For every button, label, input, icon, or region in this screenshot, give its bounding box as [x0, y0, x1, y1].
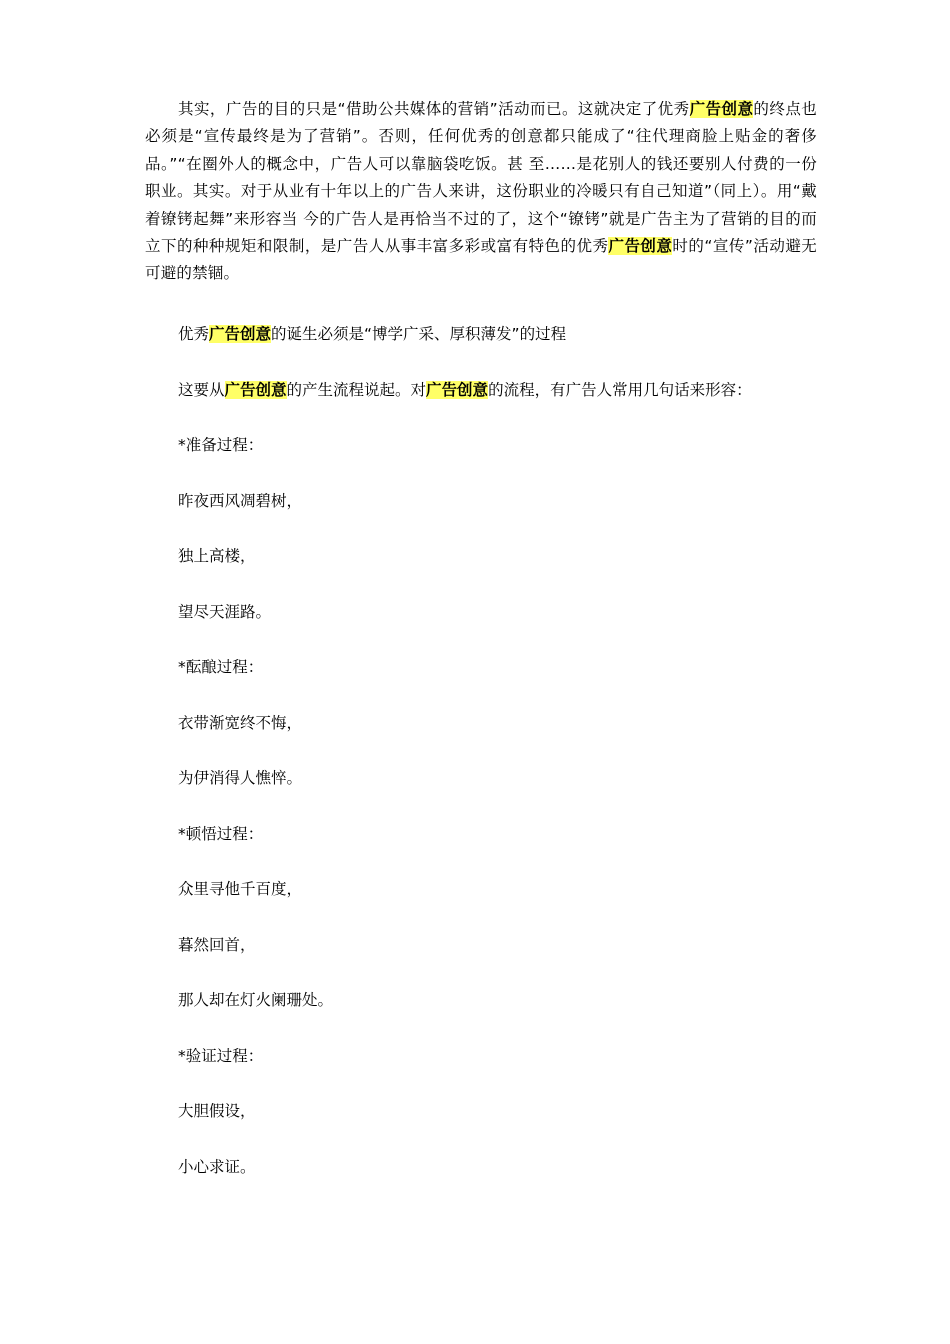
stage-label-prepare: *准备过程：	[178, 436, 264, 454]
verse-line: 那人却在灯火阑珊处。	[178, 991, 334, 1009]
verse-line: 昨夜西风凋碧树，	[178, 492, 303, 510]
verse-line: 大胆假设，	[178, 1102, 256, 1120]
highlighted-keyword: 广告创意	[426, 381, 489, 399]
section-heading-line	[178, 324, 566, 344]
highlighted-keyword: 广告创意	[209, 325, 272, 343]
verse-line: 暮然回首，	[178, 936, 256, 954]
heading-text: 的诞生必须是“博学广采、厚积薄发”的过程	[271, 325, 567, 343]
stage-label-verify: *验证过程：	[178, 1047, 264, 1065]
paragraph-text: 其实，广告的目的只是“借助公共媒体的营销”活动而已。这就决定了优秀	[178, 100, 690, 118]
highlighted-keyword: 广告创意	[608, 237, 673, 256]
intro-text: 的流程，有广告人常用几句话来形容：	[488, 381, 752, 399]
stage-label-insight: *顿悟过程：	[178, 825, 264, 843]
intro-text: 的产生流程说起。对	[286, 381, 427, 399]
verse-line: 独上高楼，	[178, 547, 256, 565]
body-paragraph	[145, 96, 817, 288]
verse-line: 望尽天涯路。	[178, 603, 272, 621]
verse-line: 衣带渐宽终不悔，	[178, 714, 303, 732]
paragraph-text: 时的“宣传”活动避无可避的禁锢。	[145, 237, 817, 283]
verse-line: 小心求证。	[178, 1158, 256, 1176]
heading-text: 优秀	[178, 325, 210, 343]
stage-label-brew: *酝酿过程：	[178, 658, 264, 676]
highlighted-keyword: 广告创意	[224, 381, 287, 399]
verse-line: 众里寻他千百度，	[178, 880, 303, 898]
paragraph-text: 的终点也必须是“宣传最终是为了营销”。否则，任何优秀的创意都只能成了“往代理商脸上贴金的奢侈品。”“在圈外人的概念中，广告人可以靠脑袋吃饭。甚 至……是花别人的钱还要别人付费的一份职业。其实。对于从业有十年以上的广告人来讲，这份职业的冷暖只有自己知道”（同上）。用“戴着镣铐起舞”来形容当 今的广告人是再恰当不过的了，这个“镣铐”就是广告主为了营销的目的而立下的种种规矩和限制，是广告人从事丰富多彩或富有特色的优秀	[145, 100, 817, 256]
verse-line: 为伊消得人憔悴。	[178, 769, 303, 787]
intro-text: 这要从	[178, 381, 225, 399]
highlighted-keyword: 广告创意	[689, 100, 754, 118]
intro-line	[178, 380, 752, 400]
